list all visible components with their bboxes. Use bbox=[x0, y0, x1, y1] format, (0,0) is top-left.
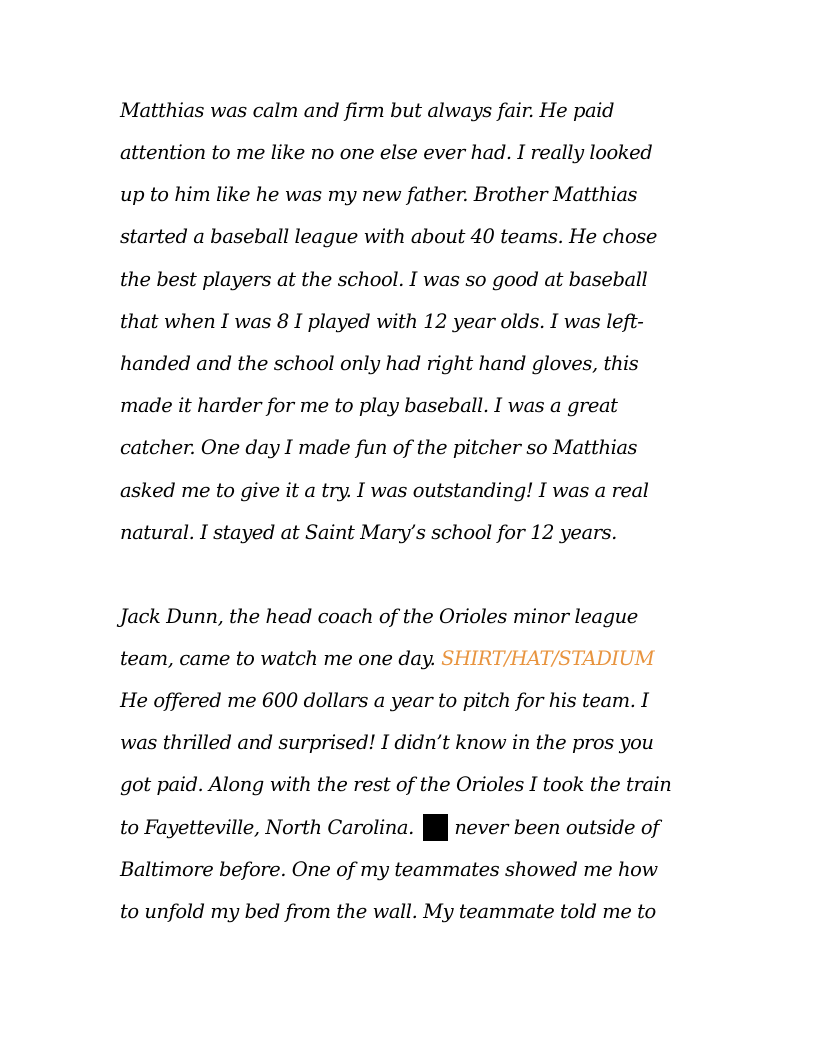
paragraph-2-text: never been outside of bbox=[448, 816, 659, 839]
paragraph-1-line: catcher. One day I made fun of the pitcher so Matthias bbox=[120, 436, 638, 459]
paragraph-1-line: attention to me like no one else ever had. I really looked bbox=[120, 141, 653, 164]
paragraph-2-text: to Fayetteville, North Carolina. bbox=[120, 816, 420, 839]
paragraph-1-line: the best players at the school. I was so good at baseball bbox=[120, 268, 648, 291]
paragraph-2-line: to unfold my bed from the wall. My teammate told me to bbox=[120, 900, 656, 923]
paragraph-2-line bbox=[120, 646, 654, 672]
paragraph-2-line bbox=[120, 814, 659, 840]
paragraph-2-line: Baltimore before. One of my teammates showed me how bbox=[120, 858, 658, 881]
redaction-block bbox=[423, 814, 448, 841]
paragraph-1-line: Matthias was calm and firm but always fair. He paid bbox=[120, 99, 614, 122]
paragraph-1-line: made it harder for me to play baseball. I was a great bbox=[120, 394, 618, 417]
paragraph-2-line: He offered me 600 dollars a year to pitch for his team. I bbox=[120, 689, 649, 712]
paragraph-2-line: got paid. Along with the rest of the Orioles I took the train bbox=[120, 773, 672, 796]
paragraph-1-line: started a baseball league with about 40 teams. He chose bbox=[120, 225, 657, 248]
paragraph-1-line: handed and the school only had right hand gloves, this bbox=[120, 352, 639, 375]
paragraph-2-line: Jack Dunn, the head coach of the Orioles minor league bbox=[120, 605, 638, 628]
paragraph-2-line: was thrilled and surprised! I didn’t know in the pros you bbox=[120, 731, 654, 754]
paragraph-2-text: team, came to watch me one day. bbox=[120, 647, 442, 670]
paragraph-1-line: up to him like he was my new father. Brother Matthias bbox=[120, 183, 638, 206]
image-note: SHIRT/HAT/STADIUM bbox=[441, 647, 655, 670]
paragraph-1-line: asked me to give it a try. I was outstanding! I was a real bbox=[120, 479, 649, 502]
paragraph-1-line: that when I was 8 I played with 12 year olds. I was left- bbox=[120, 310, 644, 333]
paragraph-1-line: natural. I stayed at Saint Mary’s school for 12 years. bbox=[120, 521, 617, 544]
